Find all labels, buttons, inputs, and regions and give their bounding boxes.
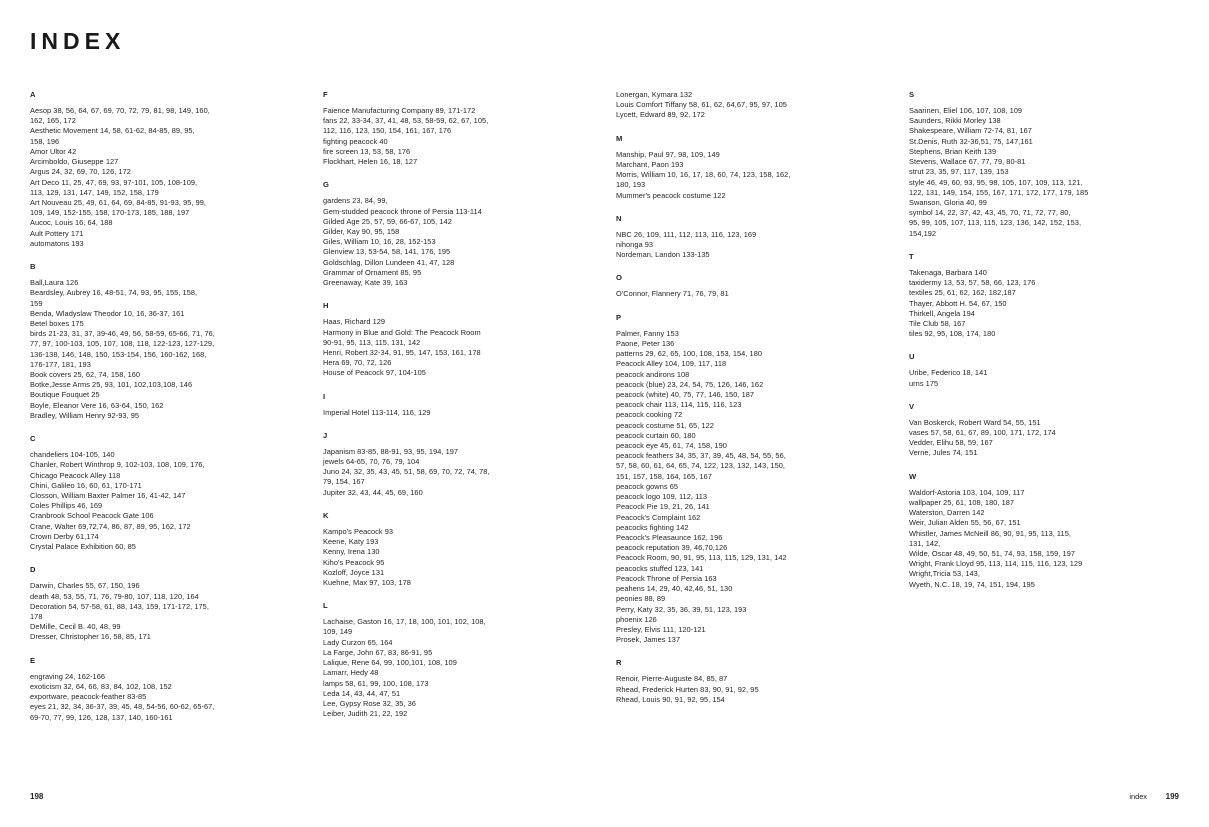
index-entry: 109, 149 <box>323 627 353 637</box>
index-entry: nihonga 93 <box>616 239 654 249</box>
index-entry: Aesop 38, 56, 64, 67, 69, 70, 72, 79, 81, 98, 149, 160, <box>30 106 210 115</box>
index-letter-heading: M <box>616 133 623 143</box>
index-entry: Imperial Hotel 113-114, 116, 129 <box>323 407 431 417</box>
index-letter-heading: O <box>616 273 623 283</box>
index-entry: Flockhart, Helen 16, 18, 127 <box>323 157 418 167</box>
index-entry: 112, 116, 123, 150, 154, 161, 167, 176 <box>323 126 452 136</box>
index-entry: Crown Derby 61,174 <box>30 531 99 541</box>
index-entry: Arcimboldo, Giuseppe 127 <box>30 157 119 167</box>
index-letter-group <box>616 214 874 261</box>
index-entry: Lee, Gypsy Rose 32, 35, 36 <box>323 698 416 708</box>
index-letter-heading: S <box>909 90 915 99</box>
index-entry: 95, 99, 105, 107, 113, 115, 123, 136, 142, 152, 153, <box>909 218 1082 228</box>
index-entry: Stevens, Wallace 67, 77, 79, 80-81 <box>909 157 1026 167</box>
index-entry: style 46, 49, 60, 93, 95, 98, 105, 107, 109, 113, 121, <box>909 177 1083 187</box>
index-entry: Shakespeare, William 72-74, 81, 167 <box>909 126 1032 136</box>
index-entry: exoticism 32, 64, 66, 83, 84, 102, 108, 152 <box>30 681 172 691</box>
index-entry: peacock cooking 72 <box>616 410 683 420</box>
index-letter-heading: E <box>30 655 36 665</box>
index-letter-heading: P <box>616 312 622 322</box>
index-entry: Crystal Palace Exhibition 60, 85 <box>30 542 136 552</box>
index-entry: Chanler, Robert Winthrop 9, 102-103, 108, 109, 176, <box>30 460 205 470</box>
index-letter-heading: U <box>909 352 915 362</box>
index-entry: Saarinen, Eliel 106, 107, 108, 109 <box>909 106 1023 115</box>
index-entry: Wright, Frank Lloyd 95, 113, 114, 115, 116, 123, 129 <box>909 559 1083 569</box>
index-column <box>323 90 581 736</box>
index-entry: Art Nouveau 25, 49, 61, 64, 69, 84-85, 91-93, 95, 99, <box>30 197 207 207</box>
index-entry: Aucoc, Louis 16, 64, 188 <box>30 218 113 228</box>
index-letter-heading: R <box>616 658 622 668</box>
index-entry: 154,192 <box>909 228 937 238</box>
index-column <box>30 90 288 736</box>
index-letter-group <box>30 262 288 421</box>
index-entry: Rhead, Louis 90, 91, 92, 95, 154 <box>616 694 725 704</box>
index-entry: Waterston, Darren 142 <box>909 508 985 518</box>
index-entry: strut 23, 35, 97, 117, 139, 153 <box>909 167 1009 177</box>
index-entry: 57, 58, 60, 61, 64, 65, 74, 122, 123, 132, 143, 150, <box>616 461 786 471</box>
index-letter-group <box>323 301 581 378</box>
index-letter-group <box>909 90 1167 239</box>
index-entry: Harmony in Blue and Gold: The Peacock Room <box>323 327 481 337</box>
index-entry: Renoir, Pierre-Auguste 84, 85, 87 <box>616 674 728 684</box>
index-entry: Coles Phillips 46, 169 <box>30 501 103 511</box>
index-entry: peacock logo 109, 112, 113 <box>616 492 708 502</box>
index-entry: Tile Club 58, 167 <box>909 318 966 328</box>
index-letter-group <box>323 90 581 167</box>
index-entry: Lonergan, Kymara 132 <box>616 90 693 99</box>
index-letter-group <box>323 180 581 288</box>
index-entry: peonies 88, 89 <box>616 594 666 604</box>
index-entry: Peacock's Pleasaunce 162, 196 <box>616 533 723 542</box>
index-entry: peacocks stuffed 123, 141 <box>616 563 704 573</box>
index-entry: 77, 97, 100-103, 105, 107, 108, 118, 122-123, 127-129, <box>30 339 215 349</box>
index-letter-heading: T <box>909 251 914 261</box>
index-entry: chandeliers 104-105, 140 <box>30 450 115 460</box>
index-entry: NBC 26, 109, 111, 112, 113, 116, 123, 169 <box>616 229 757 239</box>
index-entry: 136-138, 146, 148, 150, 153-154, 156, 160-162, 168, <box>30 349 207 359</box>
index-entry: La Farge, John 67, 83, 86-91, 95 <box>323 647 433 657</box>
index-letter-group <box>323 601 581 719</box>
index-entry: exportware, peacock-feather 83-85 <box>30 692 147 702</box>
index-entry: taxidermy 13, 53, 57, 58, 66, 123, 176 <box>909 278 1036 288</box>
index-entry: Lachaise, Gaston 16, 17, 18, 100, 101, 102, 108, <box>323 617 486 627</box>
index-entry: fighting peacock 40 <box>323 136 388 146</box>
index-entry: Argus 24, 32, 69, 70, 126, 172 <box>30 167 131 177</box>
index-entry: Thirkell, Angela 194 <box>909 308 975 318</box>
index-entry: 90-91, 95, 113, 115, 131, 142 <box>323 337 421 347</box>
index-entry: Presley, Elvis 111, 120-121 <box>616 624 706 634</box>
index-entry: Peacock Room, 90, 91, 95, 113, 115, 129, 131, 142 <box>616 553 787 563</box>
index-letter-group <box>323 392 581 418</box>
index-entry: jewels 64-65, 70, 76, 79, 104 <box>323 457 420 467</box>
index-entry: Rhead, Frederick Hurten 83, 90, 91, 92, 95 <box>616 684 759 694</box>
index-letter-group <box>323 511 581 588</box>
index-letter-heading: J <box>323 430 328 440</box>
index-entry: peacock curtain 60, 180 <box>616 430 696 440</box>
index-entry: 180, 193 <box>616 180 646 190</box>
index-entry: Saunders, Rikki Morley 138 <box>909 116 1001 126</box>
index-entry: Botke,Jesse Arms 25, 93, 101, 102,103,108, 146 <box>30 380 193 390</box>
index-letter-group <box>909 352 1167 388</box>
index-entry: lamps 58, 61, 99, 100, 108, 173 <box>323 678 429 688</box>
index-entry: peahens 14, 29, 40, 42,46, 51, 130 <box>616 584 733 594</box>
index-entry: Keene, Katy 193 <box>323 537 379 547</box>
index-entry: Peacock Pie 19, 21, 26, 141 <box>616 502 710 512</box>
index-entry: Lamarr, Hedy 48 <box>323 668 379 678</box>
index-entry: peacocks fighting 142 <box>616 522 689 532</box>
index-entry: Ball,Laura 126 <box>30 278 79 288</box>
index-entry: Lady Curzon 65, 164 <box>323 637 393 647</box>
index-letter-heading: H <box>323 301 329 311</box>
index-entry: tiles 92, 95, 108, 174, 180 <box>909 329 996 339</box>
index-entry: vases 57, 58, 61, 67, 89, 100, 171, 172, 174 <box>909 428 1056 438</box>
index-entry: Greenaway, Kate 39, 163 <box>323 278 408 288</box>
index-entry: Leda 14, 43, 44, 47, 51 <box>323 688 401 698</box>
index-entry: Aesthetic Movement 14, 58, 61-62, 84-85, 89, 95, <box>30 126 195 136</box>
index-entry: Gem-studded peacock throne of Persia 113-114 <box>323 206 482 216</box>
index-entry: Closson, William Baxter Palmer 16, 41-42, 147 <box>30 491 186 500</box>
index-entry: Kampo's Peacock 93 <box>323 526 394 536</box>
index-entry: peacock chair 113, 114, 115, 116, 123 <box>616 400 742 410</box>
index-letter-group <box>30 656 288 723</box>
index-entry: wallpaper 25, 61, 108, 180, 187 <box>909 497 1015 507</box>
index-entry: Japanism 83-85, 88-91, 93, 95, 194, 197 <box>323 446 459 456</box>
index-letter-group <box>616 313 874 646</box>
index-letter-heading: C <box>30 434 36 444</box>
index-letter-group <box>616 134 874 201</box>
index-entry: Kuehne, Max 97, 103, 178 <box>323 578 411 587</box>
index-entry: Lalique, Rene 64, 99, 100,101, 108, 109 <box>323 658 457 668</box>
index-entry: Thayer, Abbott H. 54, 67, 150 <box>909 298 1007 308</box>
index-letter-group <box>616 273 874 299</box>
index-entry: Haas, Richard 129 <box>323 317 386 327</box>
index-entry: 178 <box>30 611 43 621</box>
index-entry: Jupiter 32, 43, 44, 45, 69, 160 <box>323 487 423 497</box>
index-entry: Weir, Julian Alden 55, 56, 67, 151 <box>909 518 1021 528</box>
index-entry: Ault Pottery 171 <box>30 228 84 238</box>
index-letter-group <box>30 90 288 249</box>
index-entry: Chini, Galileo 16, 60, 61, 170-171 <box>30 480 142 490</box>
index-entry: Dresser, Christopher 16, 58, 85, 171 <box>30 632 151 642</box>
index-letter-heading: F <box>323 90 328 99</box>
index-entry: 113, 129, 131, 147, 149, 152, 158, 179 <box>30 187 159 197</box>
index-entry: Peacock Throne of Persia 163 <box>616 573 717 583</box>
index-entry: Henri, Robert 32-34, 91, 95, 147, 153, 161, 178 <box>323 347 481 357</box>
index-letter-group <box>909 472 1167 590</box>
index-entry: Nordeman, Landon 133-135 <box>616 250 710 260</box>
index-entry: Betel boxes 175 <box>30 318 84 328</box>
index-entry: Gilded Age 25, 57, 59, 66-67, 105, 142 <box>323 216 452 226</box>
index-entry: 159 <box>30 298 43 308</box>
index-entry: Lycett, Edward 89, 92, 172 <box>616 110 705 120</box>
index-entry: Manship, Paul 97, 98, 109, 149 <box>616 149 720 159</box>
folio-right: 199 <box>1165 792 1179 801</box>
index-entry: Kenny, Irena 130 <box>323 547 380 557</box>
index-letter-group <box>616 90 874 121</box>
index-entry: peacock feathers 34, 35, 37, 39, 45, 48, 54, 55, 56, <box>616 451 786 461</box>
index-entry: 151, 157, 158, 164, 165, 167 <box>616 471 712 481</box>
page-title: INDEX <box>30 28 126 54</box>
index-entry: Whistler, James McNeill 86, 90, 91, 95, 113, 115, <box>909 528 1071 538</box>
index-entry: automatons 193 <box>30 238 84 248</box>
index-entry: Swanson, Gloria 40, 99 <box>909 197 987 207</box>
index-entry: 176-177, 181, 193 <box>30 359 91 369</box>
index-entry: 162, 165, 172 <box>30 116 76 126</box>
index-letter-heading: A <box>30 90 36 99</box>
index-entry: peacock eye 45, 61, 74, 158, 190 <box>616 441 727 451</box>
index-entry: fans 22, 33-34, 37, 41, 48, 53, 58-59, 62, 67, 105, <box>323 116 489 126</box>
folio-left: 198 <box>30 792 44 801</box>
index-entry: Peacock's Complaint 162 <box>616 512 701 522</box>
index-entry: Perry, Katy 32, 35, 36, 39, 51, 123, 193 <box>616 604 747 614</box>
index-letter-group <box>30 565 288 642</box>
index-letter-group <box>909 252 1167 340</box>
index-entry: Faience Manufacturing Company 89, 171-172 <box>323 106 476 115</box>
index-entry: Mummer's peacock costume 122 <box>616 190 726 200</box>
index-entry: Wright,Tricia 53, 143, <box>909 569 980 579</box>
index-entry: Benda, Wladyslaw Theodor 10, 16, 36-37, 161 <box>30 308 185 318</box>
index-entry: Beardsley, Aubrey 16, 48-51, 74, 93, 95, 155, 158, <box>30 288 198 298</box>
index-entry: Van Boskerck, Robert Ward 54, 55, 151 <box>909 417 1041 427</box>
index-letter-heading: K <box>323 510 329 520</box>
index-entry: urns 175 <box>909 378 939 388</box>
index-letter-heading: D <box>30 565 36 575</box>
index-entry: Glenview 13, 53-54, 58, 141, 176, 195 <box>323 247 451 257</box>
index-entry: O'Connor, Flannery 71, 76, 79, 81 <box>616 289 729 299</box>
index-entry: 69-70, 77, 99, 126, 128, 137, 140, 160-161 <box>30 712 173 722</box>
index-entry: St.Denis, Ruth 32-36,51, 75, 147,161 <box>909 136 1033 146</box>
index-letter-heading: G <box>323 180 330 190</box>
index-entry: fire screen 13, 53, 58, 176 <box>323 146 411 156</box>
index-entry: Hera 69, 70, 72, 126 <box>323 358 392 368</box>
index-letter-group <box>323 431 581 498</box>
index-entry: Chicago Peacock Alley 118 <box>30 470 121 480</box>
index-letter-heading: L <box>323 601 328 611</box>
index-entry: eyes 21, 32, 34, 36-37, 39, 45, 48, 54-56, 60-62, 65-67, <box>30 702 215 712</box>
index-entry: Book covers 25, 62, 74, 158, 160 <box>30 370 141 380</box>
index-entry: peacock andirons 108 <box>616 369 690 379</box>
index-entry: Marchant, Paon 193 <box>616 159 684 169</box>
index-entry: birds 21-23, 31, 37, 39-46, 49, 56, 58-59, 65-66, 71, 76, <box>30 329 215 339</box>
index-entry: Darwin, Charles 55, 67, 150, 196 <box>30 581 140 591</box>
index-entry: 158, 196 <box>30 136 60 146</box>
index-entry: Boyle, Eleanor Vere 16, 63-64, 150, 162 <box>30 400 164 410</box>
index-entry: peacock reputation 39, 46,70,126 <box>616 543 728 553</box>
index-columns <box>30 90 1180 736</box>
index-entry: Stephens, Brian Keith 139 <box>909 146 997 156</box>
index-column <box>909 90 1167 736</box>
index-entry: gardens 23, 84, 99, <box>323 196 388 206</box>
index-entry: Cranbrook School Peacock Gate 106 <box>30 511 154 521</box>
index-entry: peacock (blue) 23, 24, 54, 75, 126, 146, 162 <box>616 379 764 389</box>
index-entry: Kiho's Peacock 95 <box>323 557 385 567</box>
index-letter-group <box>909 402 1167 459</box>
index-entry: House of Peacock 97, 104-105 <box>323 368 426 378</box>
index-entry: phoenix 126 <box>616 614 657 624</box>
index-entry: Louis Comfort Tiffany 58, 61, 62, 64,67, 95, 97, 105 <box>616 100 787 110</box>
index-letter-heading: I <box>323 391 326 401</box>
index-entry: Uribe, Federico 18, 141 <box>909 368 988 378</box>
index-entry: Grammar of Ornament 85, 95 <box>323 267 422 277</box>
index-entry: Goldschlag, Dillon Lundeen 41, 47, 128 <box>323 257 455 267</box>
index-entry: Wyeth, N.C. 18, 19, 74, 151, 194, 195 <box>909 579 1035 589</box>
index-entry: Decoration 54, 57-58, 61, 88, 143, 159, 171-172, 175, <box>30 601 209 611</box>
index-entry: Gilder, Kay 90, 95, 158 <box>323 226 400 236</box>
index-entry: 122, 131, 149, 154, 155, 167, 171, 172, 177, 179, 185 <box>909 187 1089 197</box>
index-entry: peacock costume 51, 65, 122 <box>616 420 714 430</box>
index-entry: engraving 24, 162-166 <box>30 671 106 681</box>
index-entry: Leiber, Judith 21, 22, 192 <box>323 709 408 719</box>
running-head: index <box>1129 792 1147 801</box>
index-letter-heading: W <box>909 471 917 481</box>
index-entry: textiles 25, 61, 62, 162, 182,187 <box>909 288 1016 298</box>
index-entry: Kozloff, Joyce 131 <box>323 567 385 577</box>
index-entry: Waldorf-Astoria 103, 104, 109, 117 <box>909 487 1025 497</box>
index-entry: Vedder, Elihu 58, 59, 167 <box>909 438 993 448</box>
index-entry: Morris, William 10, 16, 17, 18, 60, 74, 123, 158, 162, <box>616 170 791 180</box>
index-entry: peacock (white) 40, 75, 77, 146, 150, 187 <box>616 389 755 399</box>
index-entry: Giles, William 10, 16, 28, 152-153 <box>323 237 436 247</box>
index-entry: peacock gowns 65 <box>616 481 679 491</box>
index-entry: 131, 142, <box>909 538 941 548</box>
index-entry: Peacock Alley 104, 109, 117, 118 <box>616 359 727 369</box>
index-column <box>616 90 874 736</box>
index-entry: Verne, Jules 74, 151 <box>909 448 978 458</box>
index-letter-group <box>616 658 874 705</box>
index-letter-heading: N <box>616 213 622 223</box>
index-entry: death 48, 53, 55, 71, 76, 79-80, 107, 118, 120, 164 <box>30 591 199 601</box>
index-entry: Palmer, Fanny 153 <box>616 328 679 338</box>
index-entry: Crane, Walter 69,72,74, 86, 87, 89, 95, 162, 172 <box>30 521 191 531</box>
index-entry: Boutique Fouquet 25 <box>30 390 100 400</box>
index-entry: Paone, Peter 136 <box>616 338 675 348</box>
index-entry: symbol 14, 22, 37, 42, 43, 45, 70, 71, 72, 77, 80, <box>909 208 1071 218</box>
index-entry: 109, 149, 152-155, 158, 170-173, 185, 188, 197 <box>30 208 190 218</box>
index-entry: Takenaga, Barbara 140 <box>909 267 987 277</box>
index-entry: Prosek, James 137 <box>616 635 681 645</box>
index-letter-group <box>30 434 288 552</box>
index-entry: Wilde, Oscar 48, 49, 50, 51, 74, 93, 158, 159, 197 <box>909 549 1076 558</box>
index-letter-heading: V <box>909 401 915 411</box>
index-entry: patterns 29, 62, 65, 100, 108, 153, 154, 180 <box>616 349 763 359</box>
index-letter-heading: B <box>30 262 36 272</box>
index-entry: Bradley, William Henry 92-93, 95 <box>30 410 140 420</box>
index-entry: Art Deco 11, 25, 47, 69, 93, 97-101, 105, 108-109, <box>30 177 198 187</box>
index-entry: DeMille, Cecil B. 40, 48, 99 <box>30 622 121 632</box>
index-entry: Amor Ultor 42 <box>30 146 77 156</box>
index-entry: 79, 154, 167 <box>323 477 365 487</box>
index-entry: Juno 24, 32, 35, 43, 45, 51, 58, 69, 70, 72, 74, 78, <box>323 467 490 477</box>
